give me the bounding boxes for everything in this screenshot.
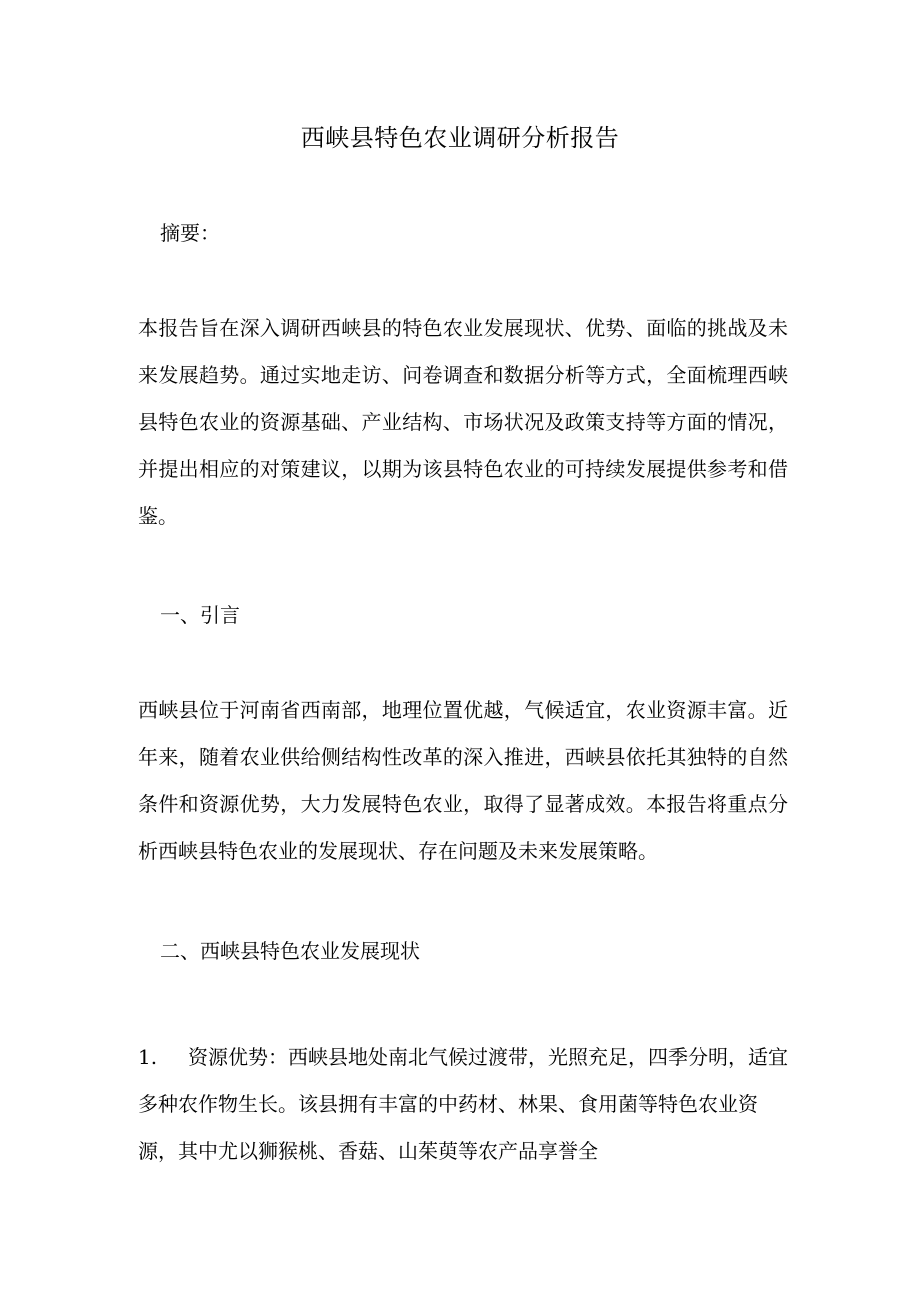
list-item-1 xyxy=(138,1034,788,1175)
abstract-paragraph: 本报告旨在深入调研西峡县的特色农业发展现状、优势、面临的挑战及未来发展趋势。通过实地走访、问卷调查和数据分析等方式，全面梳理西峡县特色农业的资源基础、产业结构、市场状况及政策支持等方面的情况，并提出相应的对策建议，以期为该县特色农业的可持续发展提供参考和借鉴。 xyxy=(138,316,788,528)
list-item-text: 资源优势：西峡县地处南北气候过渡带，光照充足，四季分明，适宜多种农作物生长。该县拥有丰富的中药材、林果、食用菌等特色农业资源，其中尤以狮猴桃、香菇、山茱萸等农产品享誉全 xyxy=(138,1045,788,1163)
document-title: 西峡县特色农业调研分析报告 xyxy=(300,124,620,152)
section-1-heading: 一、引言 xyxy=(160,603,240,627)
list-item-number: 1. xyxy=(138,1045,158,1069)
section-1-paragraph: 西峡县位于河南省西南部，地理位置优越，气候适宜，农业资源丰富。近年来，随着农业供给侧结构性改革的深入推进，西峡县依托其独特的自然条件和资源优势，大力发展特色农业，取得了显著成效。本报告将重点分析西峡县特色农业的发展现状、存在问题及未来发展策略。 xyxy=(138,698,788,863)
section-2-heading: 二、西峡县特色农业发展现状 xyxy=(160,939,420,963)
abstract-heading: 摘要： xyxy=(160,221,220,245)
